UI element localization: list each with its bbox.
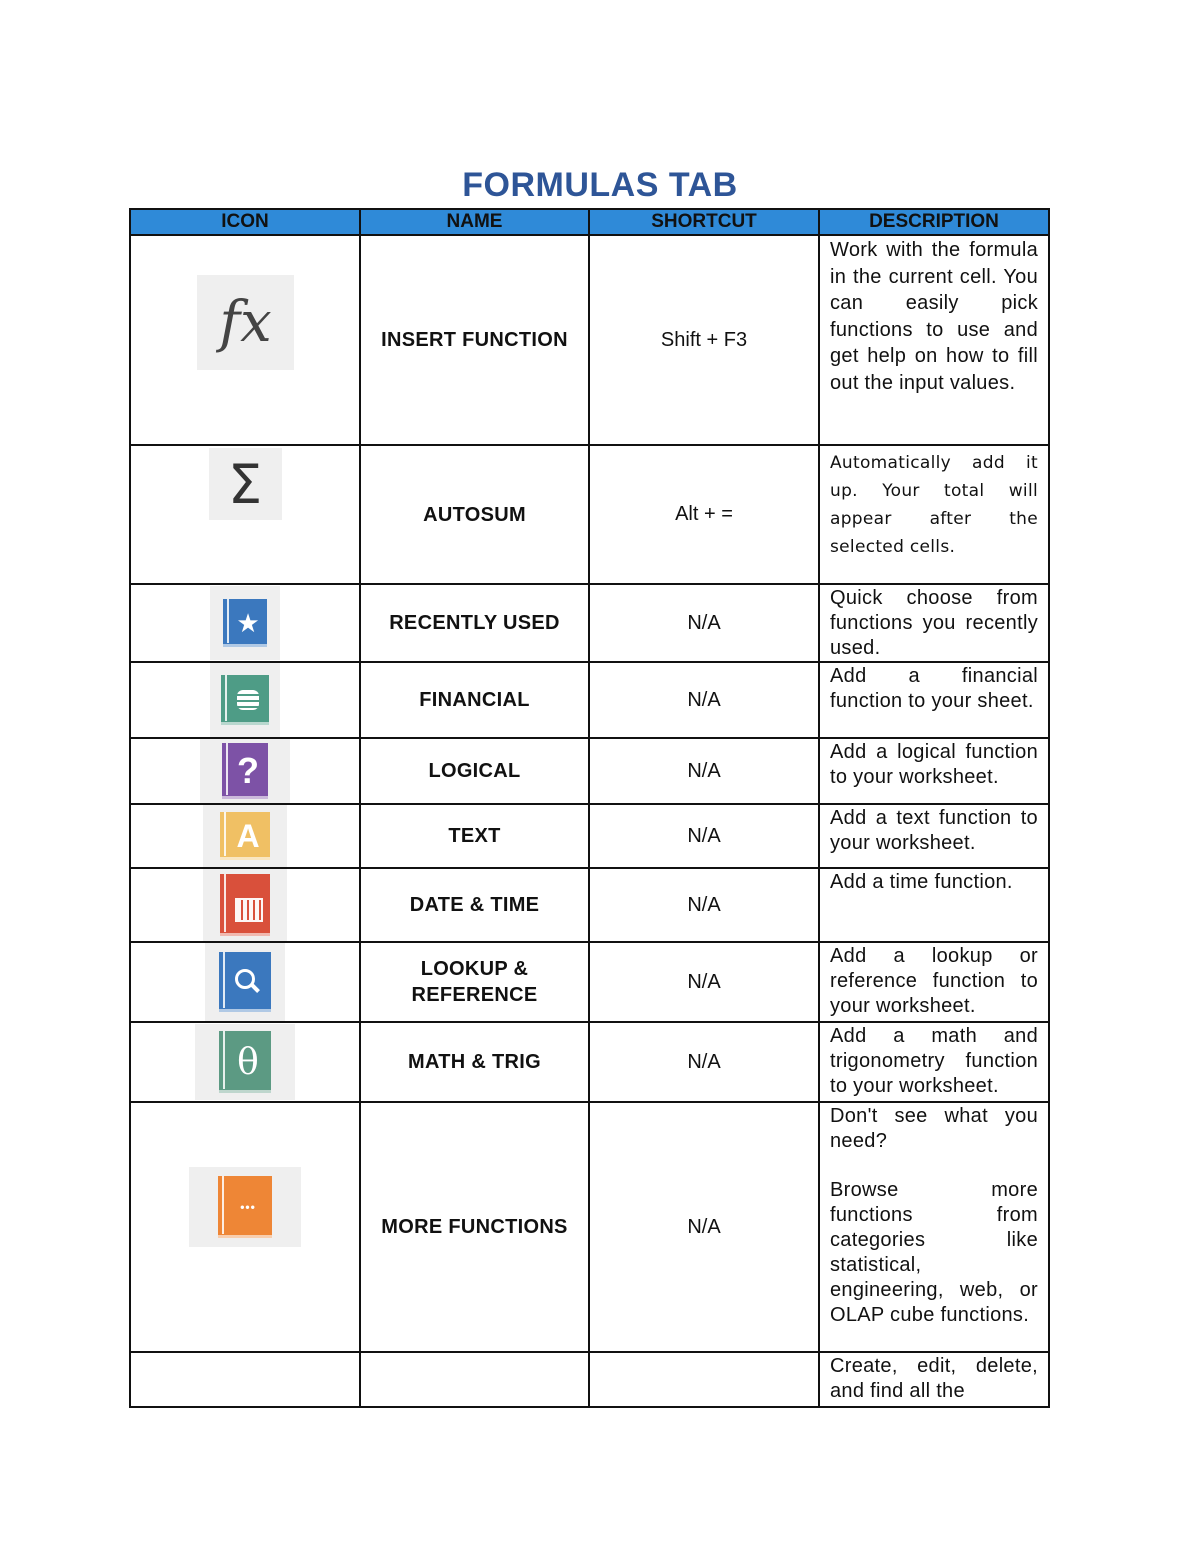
name-cell: DATE & TIME [360,868,589,942]
description-text: Don't see what you need? [830,1105,1038,1152]
page-title: FORMULAS TAB [462,166,738,204]
description-text: Browse more functions from categories like statistical, engineering, web, or OLAP cube functions. [830,1179,1038,1326]
sigma-icon [209,448,282,520]
name-cell: MORE FUNCTIONS [360,1102,589,1352]
dots-glyph: ••• [240,1200,256,1214]
description-text: Add a time function. [830,871,1013,893]
shortcut-cell: Alt + = [589,445,819,584]
shortcut-cell: Shift + F3 [589,235,819,445]
header-name: NAME [360,209,589,235]
magnifier-book-icon [205,943,285,1021]
ellipsis-book-icon [189,1167,301,1247]
book-shape [220,812,270,860]
name-cell: FINANCIAL [360,662,589,738]
shortcut-cell: N/A [589,942,819,1022]
description-cell [819,804,1049,868]
name-cell: RECENTLY USED [360,584,589,662]
shortcut-cell: N/A [589,662,819,738]
name-cell: INSERT FUNCTION [360,235,589,445]
icon-cell [130,868,360,942]
theta-book-icon [195,1024,295,1100]
description-cell [819,584,1049,662]
sigma-glyph: Σ [227,452,263,516]
table-row [130,1022,1049,1102]
name-cell: AUTOSUM [360,445,589,584]
icon-cell [130,1352,360,1407]
icon-cell [130,235,360,445]
table-row [130,804,1049,868]
description-cell [819,445,1049,584]
description-cell [819,1022,1049,1102]
name-cell [360,942,589,1022]
table-row [130,1352,1049,1407]
book-shape [223,599,267,647]
name-cell: MATH & TRIG [360,1022,589,1102]
table-row [130,942,1049,1022]
question-book-icon [200,739,290,803]
table-row [130,584,1049,662]
table-row [130,1102,1049,1352]
table-row [130,235,1049,445]
description-cell [819,1352,1049,1407]
name-cell [360,1352,589,1407]
coins-book-icon [210,663,280,737]
table-row [130,445,1049,584]
book-shape [218,1176,272,1238]
table-header-row [130,209,1049,235]
description-text: Add a logical function to your worksheet. [830,741,1038,788]
shortcut-cell: N/A [589,1022,819,1102]
description-cell [819,942,1049,1022]
icon-cell [130,942,360,1022]
description-cell [819,662,1049,738]
name-line: LOOKUP & [420,958,529,980]
icon-cell [130,738,360,804]
icon-cell [130,584,360,662]
description-text: Add a financial function to your sheet. [830,665,1038,712]
description-text: Add a text function to your worksheet. [830,807,1038,854]
shortcut-cell: N/A [589,868,819,942]
calendar-book-icon [203,869,287,941]
table-row [130,662,1049,738]
book-shape [222,743,268,799]
name-cell: TEXT [360,804,589,868]
book-shape [219,1031,271,1093]
icon-cell [130,662,360,738]
description-text: Add a lookup or reference function to your worksheet. [830,945,1038,1017]
name-line: REFERENCE [411,984,538,1006]
letter-glyph: A [236,817,260,854]
magnifier-glyph [235,969,261,995]
description-text: Create, edit, delete, and find all the [830,1355,1038,1402]
description-text: Automatically add it up. Your total will appear after the selected cells. [830,453,1038,557]
description-cell [819,738,1049,804]
shortcut-cell: N/A [589,1102,819,1352]
icon-cell [130,1022,360,1102]
letter-a-book-icon [203,805,287,867]
star-glyph: ★ [236,607,260,638]
description-cell [819,868,1049,942]
header-description: DESCRIPTION [819,209,1049,235]
book-shape [220,874,270,936]
fx-icon [197,275,294,370]
star-book-icon [210,586,280,660]
icon-cell [130,804,360,868]
formulas-table [129,208,1050,1408]
name-cell: LOGICAL [360,738,589,804]
book-shape [219,952,271,1012]
shortcut-cell: N/A [589,738,819,804]
table-row [130,868,1049,942]
table-row [130,738,1049,804]
header-icon: ICON [130,209,360,235]
shortcut-cell [589,1352,819,1407]
shortcut-cell: N/A [589,804,819,868]
description-text: Work with the formula in the current cell. You can easily pick functions to use and get help on how to fill out the input values. [830,239,1038,394]
shortcut-cell: N/A [589,584,819,662]
header-shortcut: SHORTCUT [589,209,819,235]
coin-stack [237,690,259,710]
icon-cell [130,445,360,584]
description-text: Add a math and trigonometry function to your worksheet. [830,1025,1038,1097]
theta-glyph: θ [237,1041,259,1083]
book-shape [221,675,269,725]
description-cell [819,235,1049,445]
calendar-grid [237,900,261,920]
question-glyph: ? [237,750,259,791]
fx-glyph: fx [219,289,272,355]
description-cell [819,1102,1049,1352]
icon-cell [130,1102,360,1352]
description-text: Quick choose from functions you recently used. [830,587,1038,659]
